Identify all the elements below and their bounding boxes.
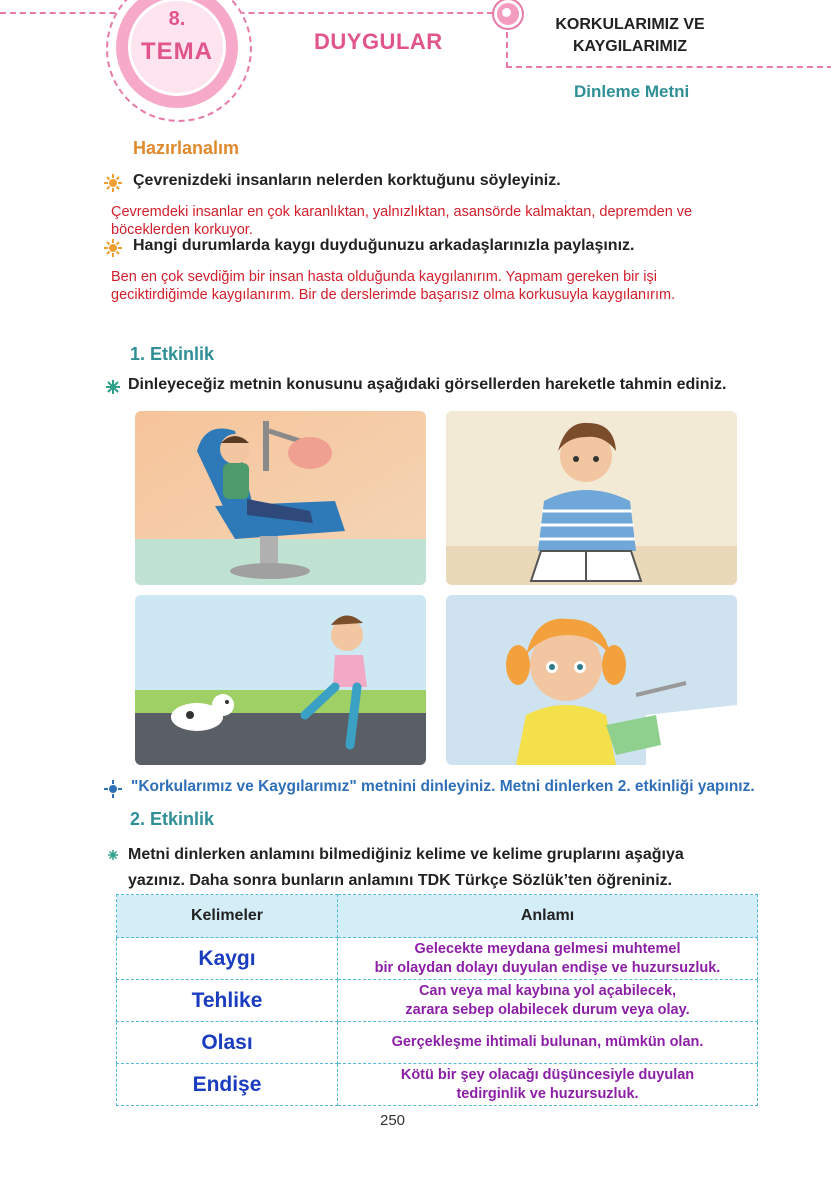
topic-title-line1: KORKULARIMIZ VE [555,16,705,33]
activity-2-instruction-line2: yazınız. Daha sonra bunların anlamını TDK Türkçe Sözlük’ten öğreniniz. [128,872,673,889]
activity-2-instruction-line1: Metni dinlerken anlamını bilmediğiniz kelime ve kelime gruplarını aşağıya [128,846,684,863]
star-bullet-icon [104,846,122,864]
girl-running-dog-illustration [135,595,426,765]
star-bullet-icon [104,378,122,396]
meaning-line: zarara sebep olabilecek durum veya olay. [405,1001,690,1018]
meaning-cell [338,1064,758,1106]
meaning-line: bir olaydan dolayı duyulan endişe ve huzursuzluk. [374,959,721,976]
meaning-cell [338,1022,758,1064]
page-number: 250 [380,1112,406,1129]
meaning-line: Gerçekleşme ihtimali bulunan, mümkün olan. [391,1034,704,1050]
meaning-line: Kötü bir şey olacağı düşüncesiyle duyulan [400,1066,695,1083]
column-header-meaning: Anlamı [338,895,758,938]
table-row [117,938,758,980]
word-cell: Olası [117,1022,338,1064]
topic-dot-center [502,8,511,17]
table-row [117,1064,758,1106]
answer-1-line2: böceklerden korkuyor. [111,222,253,238]
sun-bullet-icon [104,239,122,257]
sun-bullet-icon [104,780,122,798]
theme-label: TEMA [141,38,213,65]
meaning-cell [338,938,758,980]
prepare-heading: Hazırlanalım [133,138,240,158]
answer-2-line2: geciktirdiğimde kaygılanırım. Bir de derslerimde başarısız olma korkusuyla kaygılanırım. [111,287,676,303]
answer-2-line1: Ben en çok sevdiğim bir insan hasta olduğunda kaygılanırım. Yapmam gereken bir işi [111,269,657,285]
topic-title [530,14,730,58]
meaning-line: Can veya mal kaybına yol açabilecek, [418,982,677,999]
theme-number: 8. [168,8,186,30]
answer-2 [111,268,675,304]
word-cell: Endişe [117,1064,338,1106]
vocabulary-table [116,894,758,1106]
column-header-words: Kelimeler [117,895,338,938]
answer-1-line1: Çevremdeki insanlar en çok karanlıktan, yalnızlıktan, asansörde kalmaktan, depremden ve [111,204,693,220]
word-cell: Tehlike [117,980,338,1022]
activity-1-instruction: Dinleyeceğiz metnin konusunu aşağıdaki görsellerden hareketle tahmin ediniz. [128,376,727,393]
question-2: Hangi durumlarda kaygı duyduğunuzu arkadaşlarınızla paylaşınız. [133,237,635,254]
table-row [117,1022,758,1064]
activity-2-heading: 2. Etkinlik [130,809,215,829]
activity-1-heading: 1. Etkinlik [130,344,215,364]
boy-studying-illustration [446,411,737,585]
unit-title: DUYGULAR [314,29,443,54]
subtopic-label: Dinleme Metni [574,82,690,101]
table-header-row [117,895,758,938]
meaning-cell [338,980,758,1022]
word-cell: Kaygı [117,938,338,980]
meaning-line: tedirginlik ve huzursuzluk. [456,1085,639,1102]
question-1: Çevrenizdeki insanların nelerden korktuğunu söyleyiniz. [133,172,561,189]
meaning-line: Gelecekte meydana gelmesi muhtemel [414,940,681,957]
dentist-chair-illustration [135,411,426,585]
listen-instruction: "Korkularımız ve Kaygılarımız" metnini dinleyiniz. Metni dinlerken 2. etkinliği yapınız. [131,778,755,795]
girl-vaccine-illustration [446,595,737,765]
topic-title-line2: KAYGILARIMIZ [572,38,688,55]
sun-bullet-icon [104,174,122,192]
activity-2-instruction [128,842,684,894]
answer-1 [111,203,692,239]
table-row [117,980,758,1022]
